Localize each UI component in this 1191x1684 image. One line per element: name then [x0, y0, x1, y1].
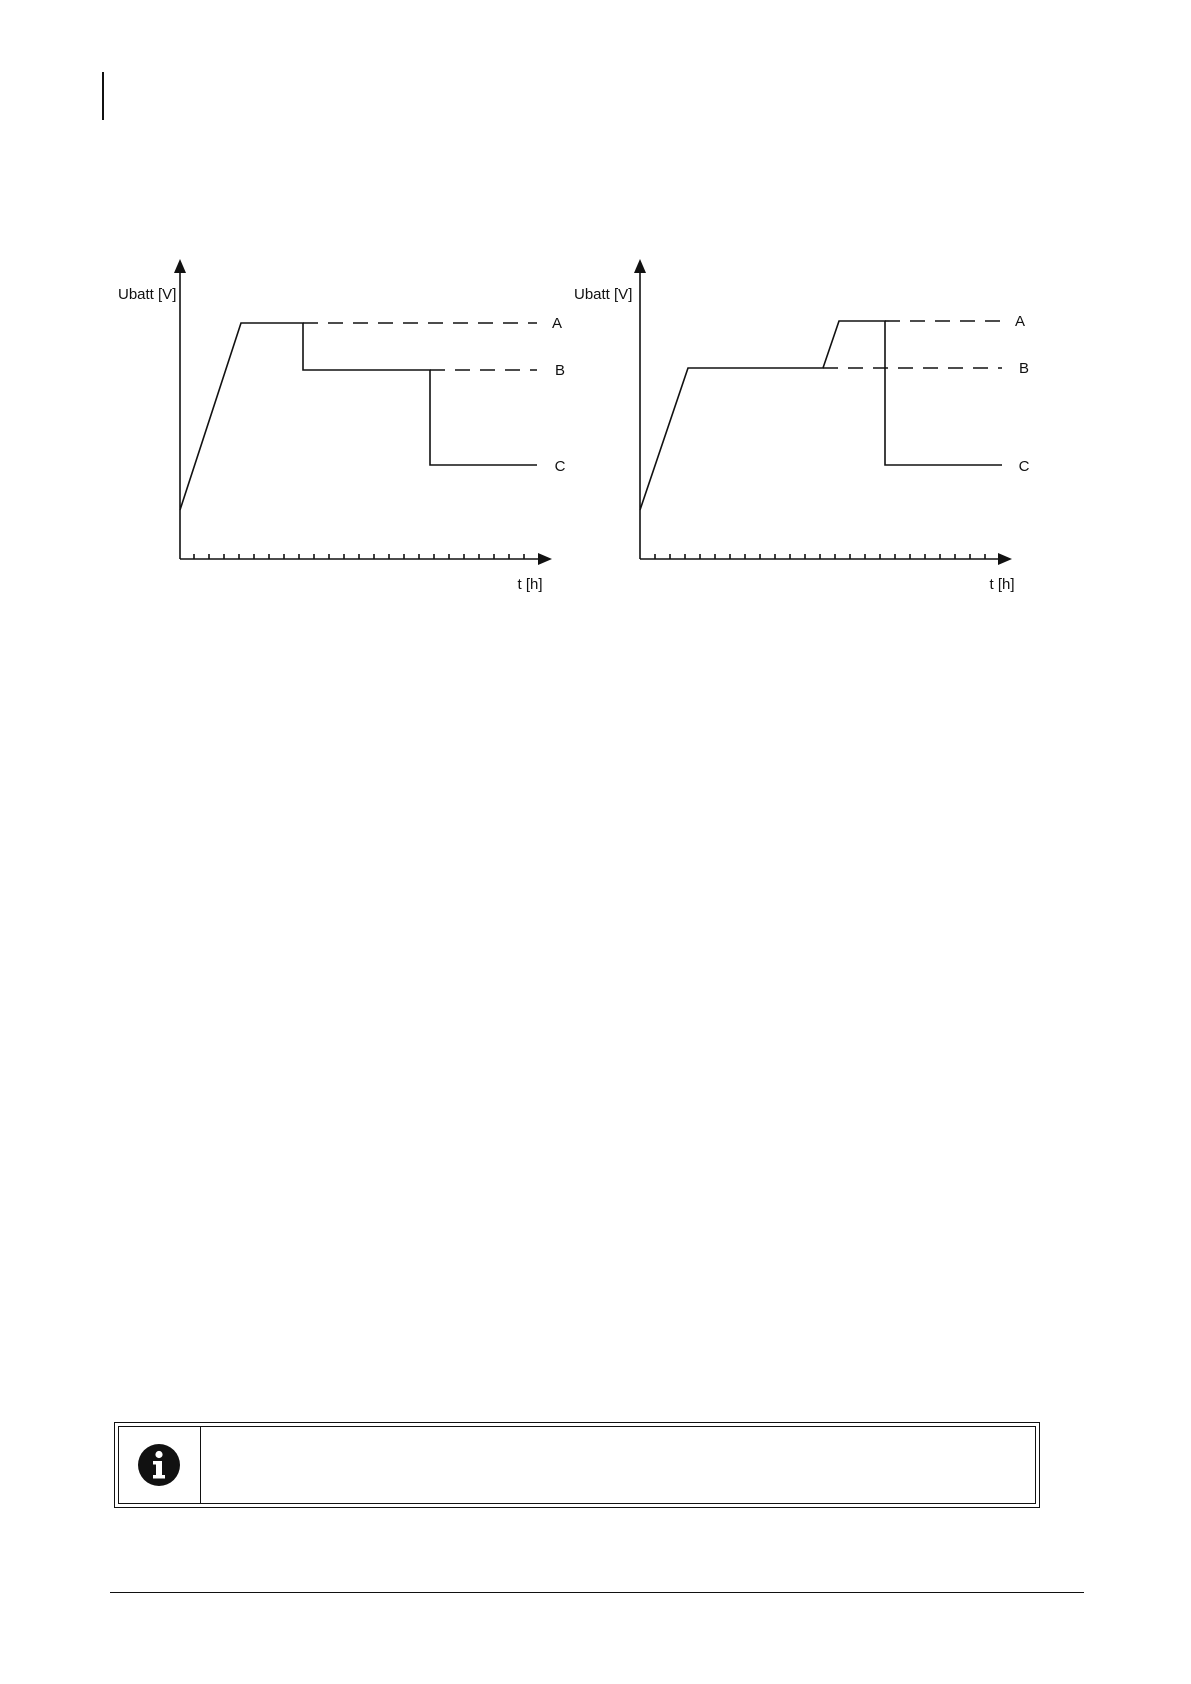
charging-diagram-left-svg [100, 255, 570, 595]
level-label-c: C [1018, 458, 1030, 475]
note-icon-cell [118, 1426, 201, 1504]
y-axis-arrow [634, 259, 646, 273]
y-axis-arrow [174, 259, 186, 273]
charging-diagram-right-svg [560, 255, 1030, 595]
level-label-a: A [551, 315, 563, 332]
x-axis-arrow [998, 553, 1012, 565]
info-icon [137, 1443, 181, 1487]
footer-rule [110, 1592, 1084, 1593]
x-axis-label: t [h] [517, 576, 543, 593]
y-axis-label: Ubatt [V] [574, 286, 633, 303]
charging-diagram-right [560, 255, 1030, 595]
level-label-a: A [1014, 313, 1026, 330]
level-label-b: B [1018, 360, 1030, 377]
charge-curve [640, 321, 1002, 510]
margin-change-bar [102, 72, 104, 120]
charging-diagram-left [100, 255, 570, 595]
x-axis-label: t [h] [989, 576, 1015, 593]
level-label-c: C [554, 458, 566, 475]
y-axis-label: Ubatt [V] [118, 286, 177, 303]
note-text [201, 1426, 1036, 1504]
charge-curve [180, 323, 537, 510]
x-axis-arrow [538, 553, 552, 565]
level-label-b: B [554, 362, 566, 379]
info-note-box [114, 1422, 1040, 1508]
